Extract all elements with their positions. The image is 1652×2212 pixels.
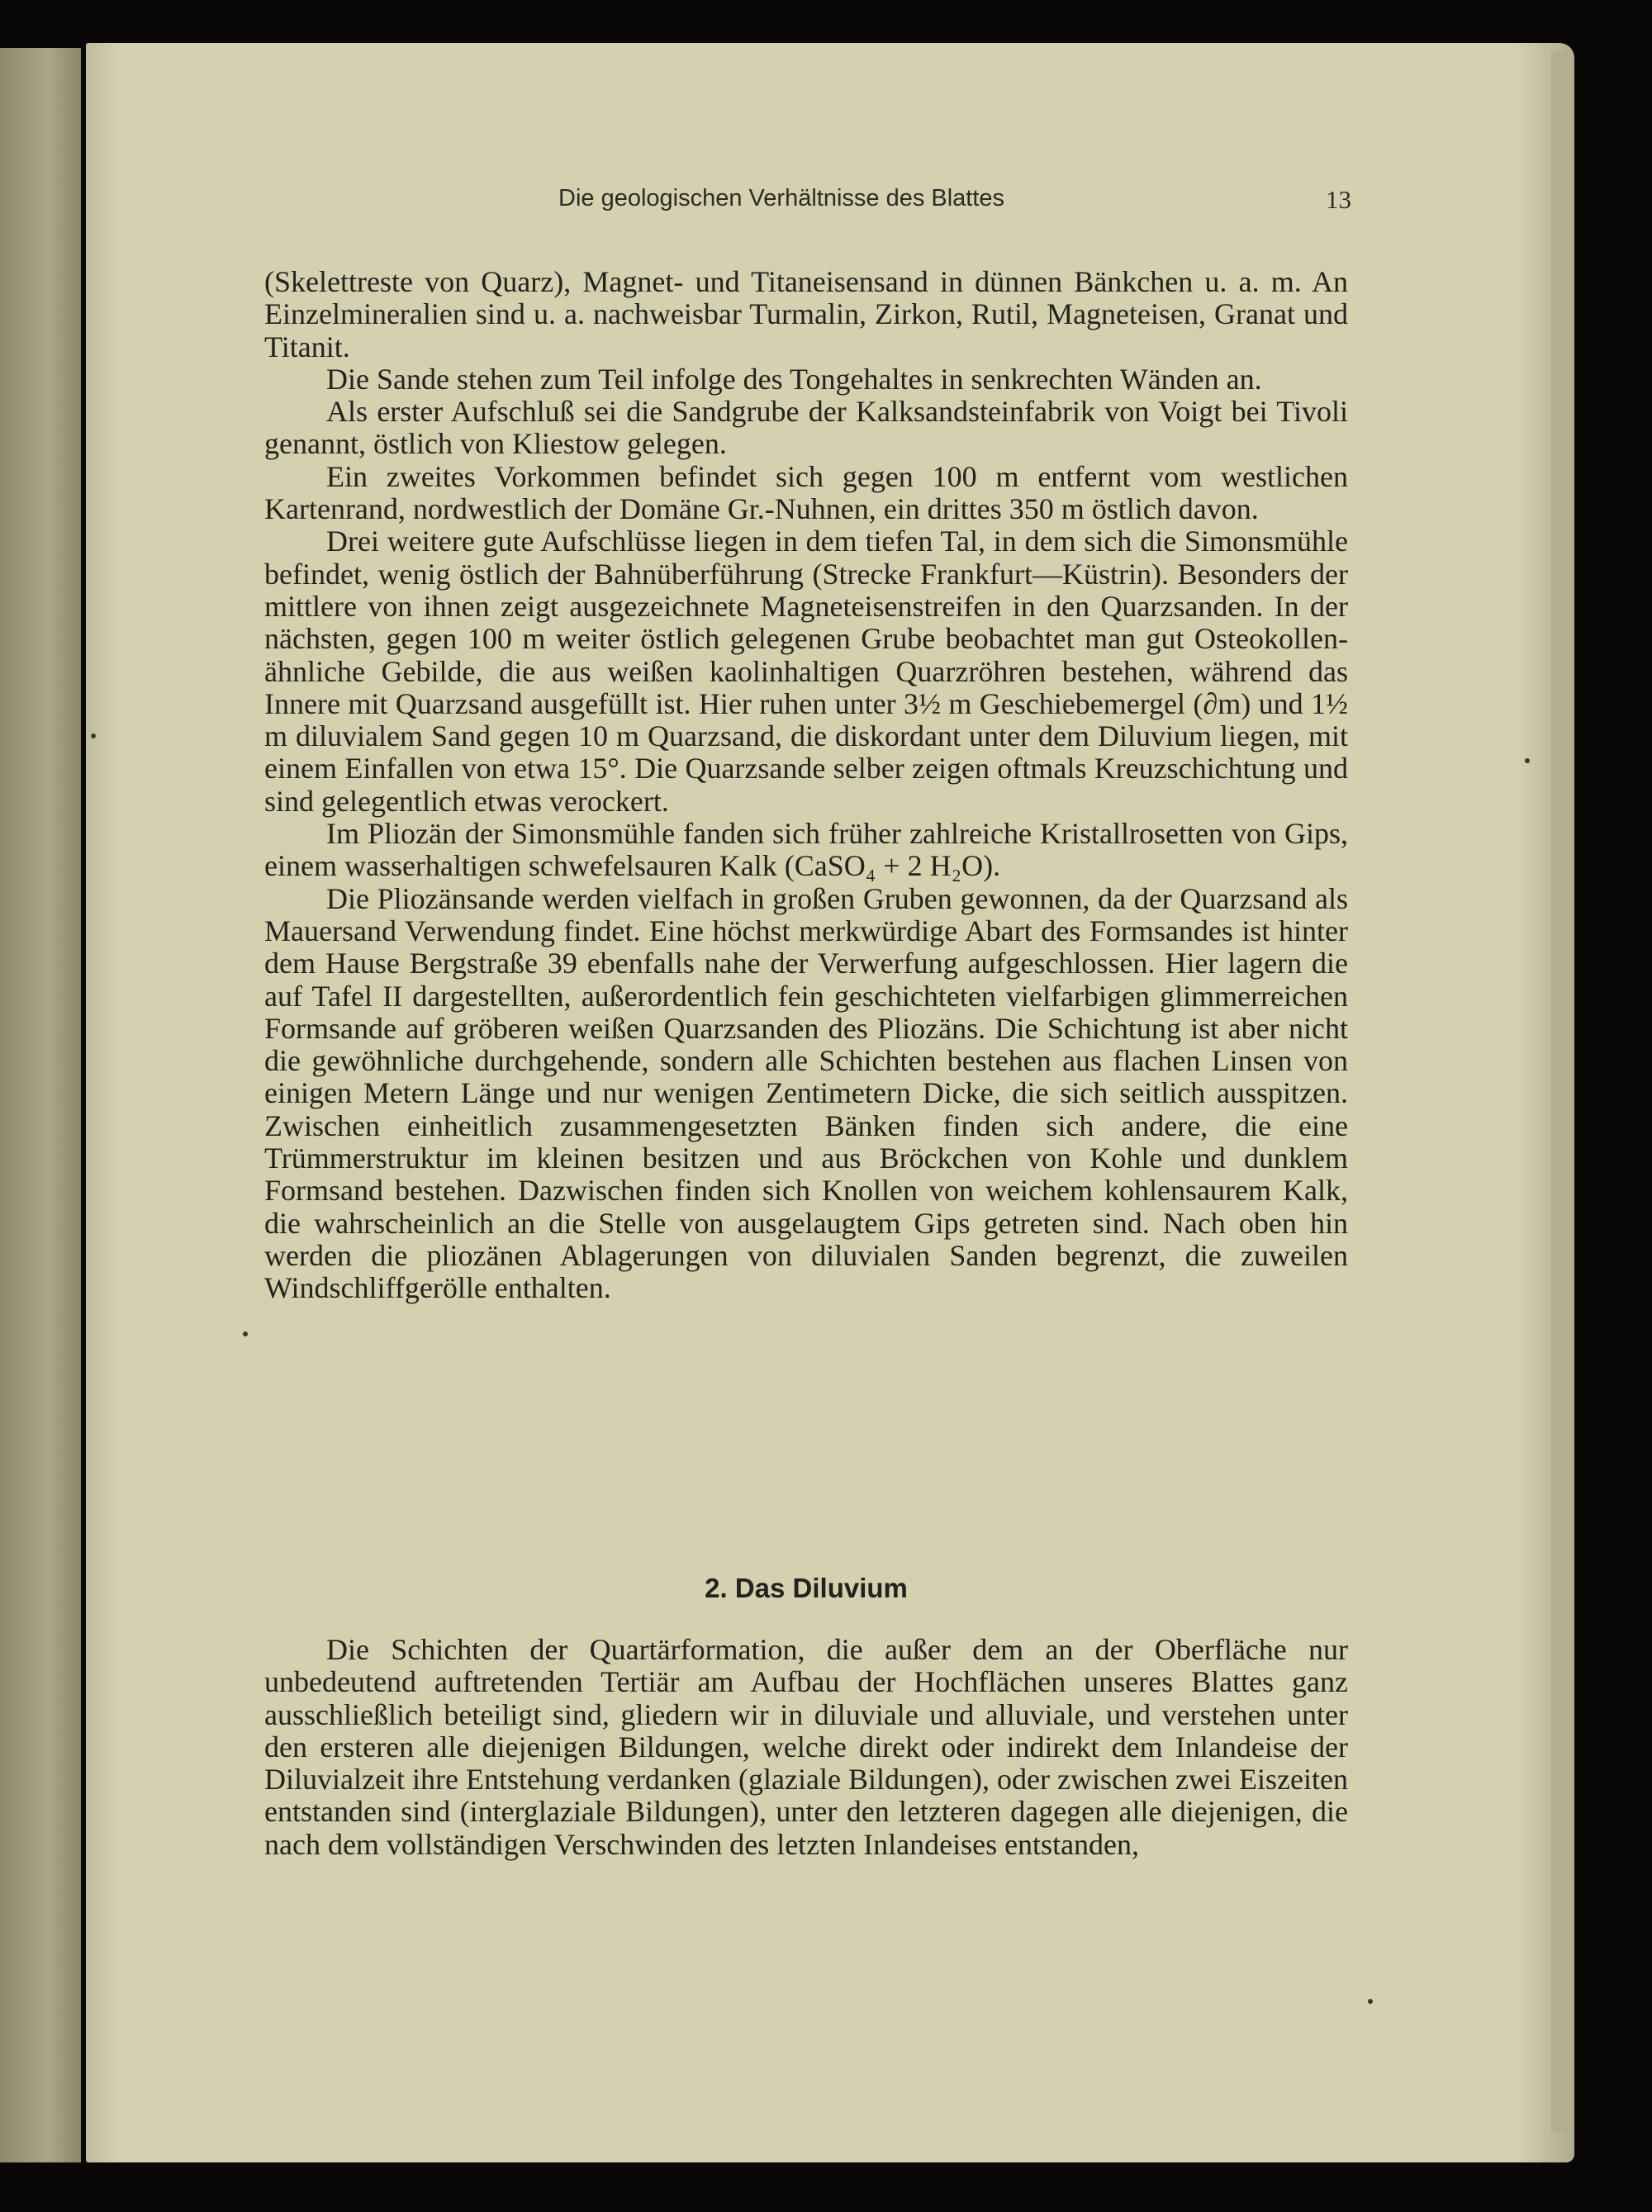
paragraph: Die Schichten der Quartärformation, die außer dem an der Oberfläche nur unbedeutend auftretenden Tertiär am Aufbau der Hochflächen unseres Blattes ganz ausschließlich beteiligt sind, gliedern wir in diluviale und alluviale, und verstehen unter den ersteren alle diejenigen Bildungen, welche direkt oder indirekt dem Inlandeise der Diluvialzeit ihre Entstehung verdanken (glaziale Bildungen), oder zwischen zwei Eiszeiten entstanden sind (interglaziale Bildungen), unter den letzteren dagegen alle diejenigen, die nach dem vollständigen Verschwinden des letzten Inlandeises entstanden, [264, 1633, 1348, 1861]
speck [91, 733, 96, 738]
body-text [264, 266, 1348, 1305]
paragraph: Die Pliozänsande werden vielfach in großen Gruben gewonnen, da der Quarzsand als Mauersand Verwendung findet. Eine höchst merkwürdige Abart des Formsandes ist hinter dem Hause Bergstraße 39 ebenfalls nahe der Verwerfung aufgeschlossen. Hier lagern die auf Tafel II dargestellten, außerordentlich fein geschichteten vielfarbigen glimmerreichen Formsande auf gröberen weißen Quarzsanden des Pliozäns. Die Schichtung ist aber nicht die gewöhnliche durchgehende, sondern alle Schichten bestehen aus flachen Linsen von einigen Metern Länge und nur wenigen Zentimetern Dicke, die sich seitlich ausspitzen. Zwischen einheitlich zusammengesetzten Bänken finden sich andere, die eine Trümmerstruktur im kleinen besitzen und aus Bröckchen von Kohle und dunklem Formsand bestehen. Dazwischen finden sich Knollen von weichem kohlensaurem Kalk, die wahrscheinlich an die Stelle von ausgelaugtem Gips getreten sind. Nach oben hin werden die pliozänen Ablagerungen von diluvialen Sanden begrenzt, die zuweilen Windschliffgerölle enthalten. [264, 881, 1348, 1305]
speck [1368, 1999, 1373, 2004]
page-right-edge [1551, 51, 1571, 2133]
speck [243, 1331, 248, 1336]
running-header [558, 185, 1351, 221]
section-body [264, 1634, 1348, 1861]
running-title: Die geologischen Verhältnisse des Blattes [558, 185, 1005, 211]
speck [1525, 758, 1530, 763]
paragraph: Drei weitere gute Aufschlüsse liegen in dem tiefen Tal, in dem sich die Simonsmühle befindet, wenig östlich der Bahnüberführung (Strecke Frankfurt—Küstrin). Besonders der mittlere von ihnen zeigt ausgezeichnete Magneteisenstreifen in den Quarzsanden. In der nächsten, gegen 100 m weiter östlich gelegenen Grube beobachtet man gut Osteokollen-ähnliche Gebilde, die aus weißen kaolinhaltigen Quarzröhren bestehen, während das Innere mit Quarzsand ausgefüllt ist. Hier ruhen unter 3½ m Geschiebemergel (∂m) und 1½ m diluvialem Sand gegen 10 m Quarzsand, die diskordant unter dem Diluvium liegen, mit einem Einfallen von etwa 15°. Die Quarzsande selber zeigen oftmals Kreuzschichtung und sind gelegentlich etwas verockert. [264, 525, 1348, 818]
paragraph: Im Pliozän der Simonsmühle fanden sich früher zahlreiche Kristallrosetten von Gips, einem wasserhaltigen schwefelsauren Kalk (CaSO₄ + 2 H₂O). [264, 817, 1348, 883]
paragraph: Ein zweites Vorkommen befindet sich gegen 100 m entfernt vom westlichen Kartenrand, nordwestlich der Domäne Gr.-Nuhnen, ein drittes 350 m östlich davon. [264, 459, 1348, 526]
page-number: 13 [1326, 185, 1351, 214]
previous-page-edge [0, 48, 81, 2162]
paragraph: (Skelettreste von Quarz), Magnet- und Titaneisensand in dünnen Bänkchen u. a. m. An Einzelmineralien sind u. a. nachweisbar Turmalin, Zirkon, Rutil, Magneteisen, Granat und Titanit. [264, 265, 1348, 363]
paragraph: Die Sande stehen zum Teil infolge des Tongehaltes in senkrechten Wänden an. [326, 362, 1262, 396]
paragraph: Als erster Aufschluß sei die Sandgrube der Kalksandsteinfabrik von Voigt bei Tivoli genannt, östlich von Kliestow gelegen. [264, 395, 1348, 461]
section-heading: 2. Das Diluvium [705, 1573, 908, 1603]
